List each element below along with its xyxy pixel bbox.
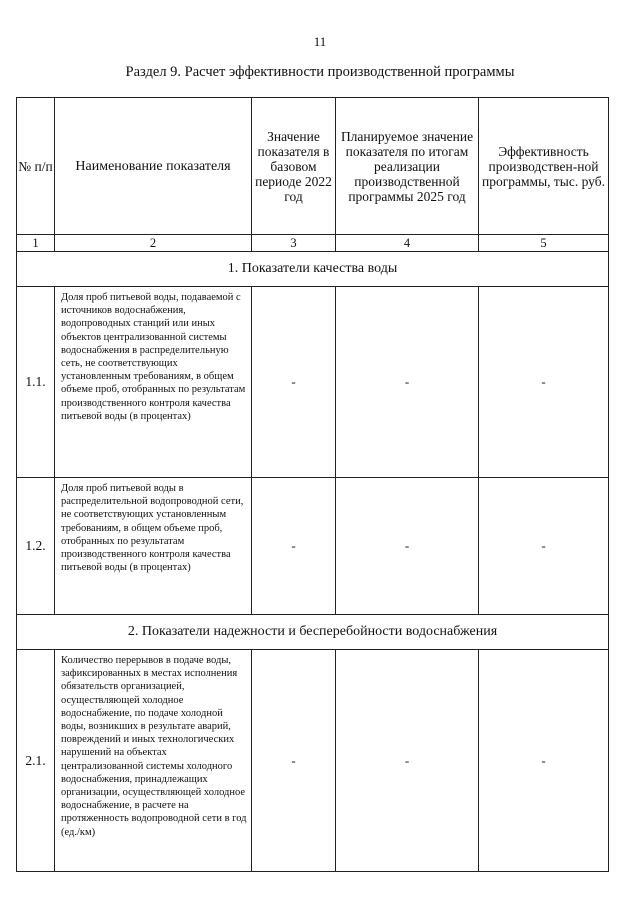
table-row (17, 650, 609, 872)
efficiency-table (16, 97, 609, 872)
header-indicator-name: Наименование показателя (55, 98, 252, 235)
header-base-value: Значение показателя в базовом периоде 2022 год (252, 98, 336, 235)
column-number: 1 (17, 235, 55, 252)
header-number: № п/п (17, 98, 55, 235)
indicator-name: Доля проб питьевой воды, подаваемой с источников водоснабжения, водопроводных станций или иных объектов централизованной системы водоснабжения в распределительную сеть, не соответствующих установленным требованиям, в общем объеме проб, отобранных по результатам производственного контроля качества питьевой воды (в процентах) (55, 287, 252, 478)
row-number: 2.1. (17, 650, 55, 872)
base-value: - (252, 478, 336, 615)
group-row-reliability (17, 615, 609, 650)
efficiency-value: - (479, 650, 609, 872)
column-number: 5 (479, 235, 609, 252)
indicator-name: Количество перерывов в подаче воды, зафиксированных в местах исполнения обязательств организацией, осуществляющей холодное водоснабжение, по подаче холодной воды, возникших в результате аварий, повреждений и иных технологических нарушений на объектах централизованной системы холодного водоснабжения, принадлежащих организации, осуществляющей холодное водоснабжение, в расчете на протяженность водопроводной сети в год (ед./км) (55, 650, 252, 872)
header-row (17, 98, 609, 235)
section-title: Раздел 9. Расчет эффективности производственной программы (125, 64, 515, 80)
base-value: - (252, 287, 336, 478)
column-number-row (17, 235, 609, 252)
planned-value: - (336, 650, 479, 872)
column-number: 4 (336, 235, 479, 252)
base-value: - (252, 650, 336, 872)
column-number: 2 (55, 235, 252, 252)
indicator-name: Доля проб питьевой воды в распределительной водопроводной сети, не соответствующих установленным требованиям, в общем объеме проб, отобранных по результатам производственного контроля качества питьевой воды (в процентах) (55, 478, 252, 615)
table-row (17, 478, 609, 615)
header-efficiency: Эффективность производствен-ной программы, тыс. руб. (479, 98, 609, 235)
group-title: 1. Показатели качества воды (17, 252, 609, 287)
header-planned-value: Планируемое значение показателя по итогам реализации производственной программы 2025 год (336, 98, 479, 235)
group-row-water-quality (17, 252, 609, 287)
efficiency-value: - (479, 287, 609, 478)
column-number: 3 (252, 235, 336, 252)
page-number: 11 (313, 34, 327, 49)
efficiency-value: - (479, 478, 609, 615)
row-number: 1.1. (17, 287, 55, 478)
group-title: 2. Показатели надежности и бесперебойности водоснабжения (17, 615, 609, 650)
planned-value: - (336, 478, 479, 615)
table-row (17, 287, 609, 478)
row-number: 1.2. (17, 478, 55, 615)
planned-value: - (336, 287, 479, 478)
